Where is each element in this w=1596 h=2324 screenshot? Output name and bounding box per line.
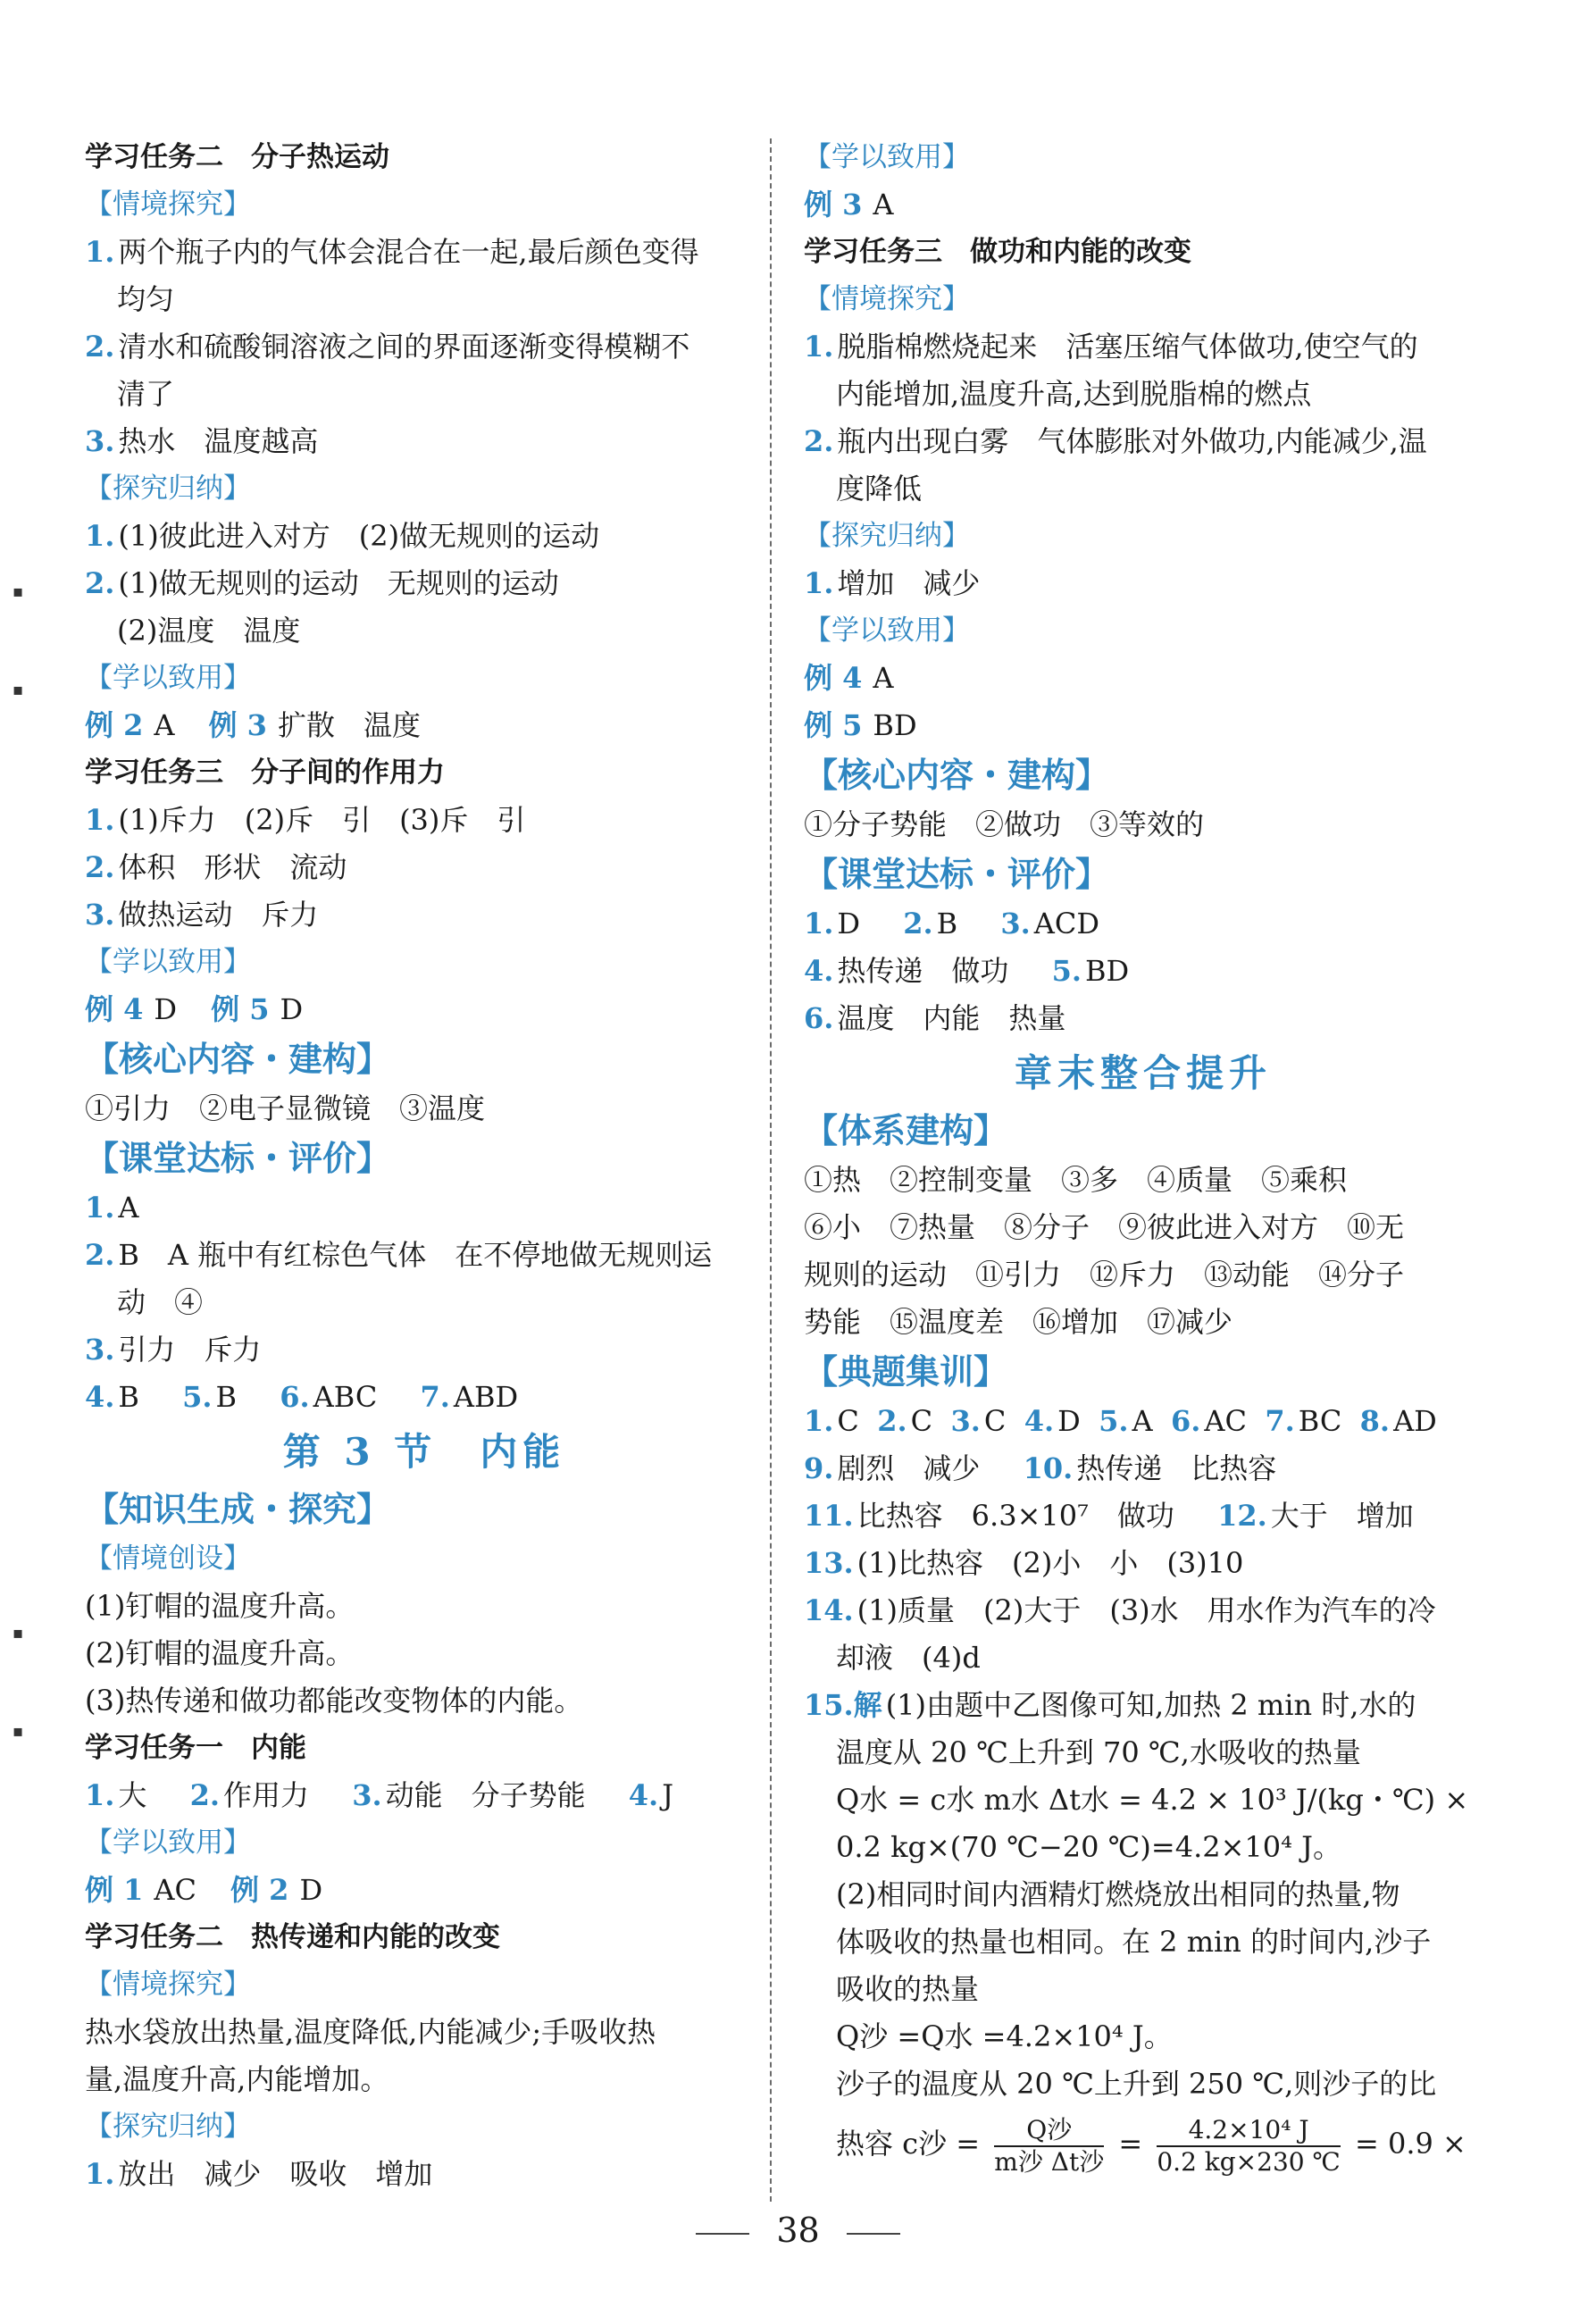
answer-text: A [154,708,175,742]
answer-text: C [983,1404,1007,1438]
item-number: 3. [85,898,115,932]
answer-text: A [873,661,894,695]
answer-text: 清了 [117,377,175,411]
task-heading: 学习任务一 内能 [85,1732,306,1764]
item-number: 11. [804,1499,854,1533]
item-number: 9. [804,1451,834,1485]
margin-mark: ▪ [13,681,24,699]
example-label: 例 3 [804,188,863,222]
section-tag: 【学以致用】 [804,614,970,647]
answer-text: ACD [1033,907,1099,940]
answer-text: 热水袋放出热量,温度降低,内能减少;手吸收热 [85,2015,656,2049]
fraction-formula-line [804,2108,1483,2179]
item-number: 1. [804,330,834,364]
page-number-text: 38 [776,2211,820,2250]
answer-text: 瓶内出现白雾 气体膨胀对外做功,内能减少,温 [837,424,1427,458]
page-number [0,2211,1596,2250]
section-tag: 【学以致用】 [85,1827,251,1859]
answer-text: 均匀 [117,282,175,316]
answer-text: AC [1204,1404,1247,1438]
formula-line: 0.2 kg×(70 ℃−20 ℃)=4.2×10⁴ J。 [836,1830,1341,1864]
answer-text: 作用力 [223,1778,310,1812]
answer-text: ⑥小 ⑦热量 ⑧分子 ⑨彼此进入对方 ⑩无 [804,1210,1405,1244]
item-number: 10. [1023,1451,1074,1485]
item-number: 4. [804,954,834,988]
item-number: 3. [85,424,115,458]
answer-text: C [837,1404,859,1438]
answer-row-typical [804,1398,1483,1445]
section-tag: 【情境探究】 [804,283,970,315]
task-heading: 学习任务二 分子热运动 [85,141,389,173]
classroom-eval-heading: 【课堂达标・评价】 [85,1138,391,1178]
answer-text: 剧烈 减少 [837,1451,981,1485]
answer-text: (1)钉帽的温度升高。 [85,1589,355,1623]
answer-text: 沙子的温度从 20 ℃上升到 250 ℃,则沙子的比 [836,2067,1437,2101]
item-number: 1. [804,907,834,940]
chapter-summary-title: 章末整合提升 [1014,1051,1272,1095]
item-number: 3. [352,1778,382,1812]
item-number: 5. [1099,1404,1129,1438]
item-number: 6. [1170,1404,1201,1438]
section-tag: 【情境探究】 [85,188,251,221]
answer-text: 引力 斥力 [118,1333,262,1367]
answer-text: 势能 ⑮温度差 ⑯增加 ⑰减少 [804,1305,1233,1339]
section-title: 第 3 节 内能 [282,1430,566,1474]
answer-text: 温度从 20 ℃上升到 70 ℃,水吸收的热量 [836,1735,1361,1769]
item-number: 5. [182,1380,213,1414]
page-number-dash [696,2233,749,2235]
formula-text: = [1118,2127,1143,2161]
answer-text: ABC [313,1380,378,1414]
answer-text: 增加 减少 [837,566,981,600]
example-label: 例 1 [85,1873,144,1907]
section-tag: 【探究归纳】 [85,2111,251,2143]
item-number: 2. [85,330,115,364]
answer-text: 动能 分子势能 [385,1778,586,1812]
section-tag: 【学以致用】 [85,662,251,694]
answer-text: BC [1298,1404,1342,1438]
example-label: 例 5 [804,708,863,742]
example-label: 例 3 [208,708,267,742]
formula-line: Q水 = c水 m水 Δt水 = 4.2 × 10³ J/(kg・℃) × [836,1783,1469,1817]
answer-text: D [280,992,304,1026]
column-divider [770,138,772,2202]
item-number: 3. [950,1404,981,1438]
fraction [1157,2115,1340,2178]
system-build-heading: 【体系建构】 [804,1110,1008,1150]
answer-text: 体积 形状 流动 [118,850,347,884]
answer-text: D [1057,1404,1081,1438]
right-column [804,134,1483,2179]
answer-text: A [1132,1404,1153,1438]
answer-text: 大 [118,1778,147,1812]
answer-text: ①分子势能 ②做功 ③等效的 [804,807,1205,841]
item-number: 1. [85,803,115,837]
item-number: 2. [903,907,933,940]
answer-text: 脱脂棉燃烧起来 活塞压缩气体做功,使空气的 [837,330,1418,364]
answer-text: 扩散 温度 [277,708,421,742]
section-tag: 【学以致用】 [804,141,970,173]
item-number: 3. [1000,907,1031,940]
answer-text: (1)彼此进入对方 (2)做无规则的运动 [118,519,600,553]
page-number-dash [847,2233,900,2235]
item-number: 1. [85,235,115,269]
item-number: 5. [1051,954,1082,988]
task-heading: 学习任务三 做功和内能的改变 [804,236,1191,268]
typical-problems-heading: 【典题集训】 [804,1351,1008,1392]
knowledge-heading: 【知识生成・探究】 [85,1489,391,1529]
item-number: 2. [85,1238,115,1272]
section-tag: 【情境探究】 [85,1969,251,2001]
answer-text: AC [154,1873,197,1907]
item-number: 1. [85,1191,115,1225]
answer-text: BD [873,708,917,742]
answer-text: 却液 (4)d [836,1641,981,1675]
left-column [85,134,764,2198]
answer-text: 度降低 [836,472,923,506]
item-number: 4. [628,1778,659,1812]
answer-text: 动 ④ [117,1285,204,1319]
example-label: 例 4 [85,992,144,1026]
item-number: 1. [85,2157,115,2191]
answer-text: A [873,188,894,222]
numerator: 4.2×10⁴ J [1157,2115,1340,2147]
formula-line: Q沙 =Q水 =4.2×10⁴ J。 [836,2019,1173,2053]
answer-text: B A 瓶中有红棕色气体 在不停地做无规则运 [118,1238,713,1272]
answer-text: B [936,907,958,940]
answer-text: ①引力 ②电子显微镜 ③温度 [85,1091,486,1125]
section-tag: 【探究归纳】 [85,472,251,505]
answer-text: (2)温度 温度 [117,614,301,648]
margin-mark: ▪ [13,1722,24,1741]
item-number: 7. [1265,1404,1295,1438]
core-content-heading: 【核心内容・建构】 [804,755,1110,795]
item-number: 2. [877,1404,907,1438]
answer-text: 量,温度升高,内能增加。 [85,2062,389,2096]
answer-text: 清水和硫酸铜溶液之间的界面逐渐变得模糊不 [118,330,690,364]
example-label: 例 4 [804,661,863,695]
item-number: 13. [804,1546,854,1580]
answer-text: 吸收的热量 [836,1972,980,2006]
example-label: 例 5 [211,992,270,1026]
item-number: 1. [85,519,115,553]
margin-mark: ▪ [13,1624,24,1643]
answer-text: (2)钉帽的温度升高。 [85,1636,355,1670]
answer-text: 热传递 做功 [837,954,1009,988]
denominator: m沙 Δt沙 [994,2146,1105,2177]
item-number: 15.解 [804,1688,882,1722]
item-number: 4. [85,1380,115,1414]
item-number: 2. [804,424,834,458]
margin-mark: ▪ [13,582,24,601]
answer-text: D [837,907,861,940]
answer-text: J [662,1778,674,1812]
answer-text: 两个瓶子内的气体会混合在一起,最后颜色变得 [118,235,699,269]
numerator: Q沙 [994,2115,1104,2147]
item-number: 14. [804,1593,854,1627]
answer-text: 热传递 比热容 [1076,1451,1277,1485]
classroom-eval-heading: 【课堂达标・评价】 [804,854,1110,894]
section-tag: 【探究归纳】 [804,520,970,552]
answer-text: C [910,1404,933,1438]
answer-text: B [118,1380,139,1414]
answer-text: BD [1085,954,1130,988]
answer-text: (1)由题中乙图像可知,加热 2 min 时,水的 [885,1688,1416,1722]
item-number: 1. [804,1404,834,1438]
item-number: 1. [804,566,834,600]
answer-text: 放出 减少 吸收 增加 [118,2157,433,2191]
answer-text: 温度 内能 热量 [837,1001,1066,1035]
item-number: 2. [189,1778,220,1812]
item-number: 2. [85,566,115,600]
answer-text: (2)相同时间内酒精灯燃烧放出相同的热量,物 [836,1877,1400,1911]
section-tag: 【情境创设】 [85,1542,251,1575]
answer-text: (1)质量 (2)大于 (3)水 用水作为汽车的冷 [856,1593,1436,1627]
answer-text: (1)比热容 (2)小 小 (3)10 [856,1546,1244,1580]
item-number: 8. [1359,1404,1391,1438]
example-label: 例 2 [230,1873,289,1907]
item-number: 2. [85,850,115,884]
answer-text: 比热容 6.3×10⁷ 做功 [856,1499,1174,1533]
answer-text: B [215,1380,238,1414]
answer-text: 热水 温度越高 [118,424,319,458]
task-heading: 学习任务三 分子间的作用力 [85,757,445,789]
answer-text: D [154,992,178,1026]
item-number: 12. [1217,1499,1267,1533]
item-number: 1. [85,1778,115,1812]
formula-text: 热容 c沙 = [836,2127,981,2161]
denominator: 0.2 kg×230 ℃ [1157,2146,1341,2177]
fraction [994,2115,1104,2178]
item-number: 4. [1024,1404,1055,1438]
answer-text: AD [1393,1404,1437,1438]
answer-text: (3)热传递和做功都能改变物体的内能。 [85,1684,583,1718]
core-content-heading: 【核心内容・建构】 [85,1039,391,1079]
answer-text: ①热 ②控制变量 ③多 ④质量 ⑤乘积 [804,1163,1348,1197]
answer-text: (1)做无规则的运动 无规则的运动 [118,566,559,600]
answer-text: ABD [453,1380,519,1414]
answer-text: D [299,1873,323,1907]
answer-text: 规则的运动 ⑪引力 ⑫斥力 ⑬动能 ⑭分子 [804,1258,1405,1292]
task-heading: 学习任务二 热传递和内能的改变 [85,1921,500,1953]
answer-text: (1)斥力 (2)斥 引 (3)斥 引 [118,803,526,837]
answer-text: 体吸收的热量也相同。在 2 min 的时间内,沙子 [836,1925,1432,1959]
item-number: 3. [85,1333,115,1367]
item-number: 7. [420,1380,450,1414]
item-number: 6. [280,1380,310,1414]
answer-text: A [118,1191,139,1225]
item-number: 6. [804,1001,834,1035]
answer-text: 做热运动 斥力 [118,898,319,932]
answer-text: 大于 增加 [1270,1499,1414,1533]
section-tag: 【学以致用】 [85,946,251,978]
answer-text: 内能增加,温度升高,达到脱脂棉的燃点 [836,377,1312,411]
example-label: 例 2 [85,708,144,742]
formula-text: = 0.9 × [1354,2127,1466,2161]
